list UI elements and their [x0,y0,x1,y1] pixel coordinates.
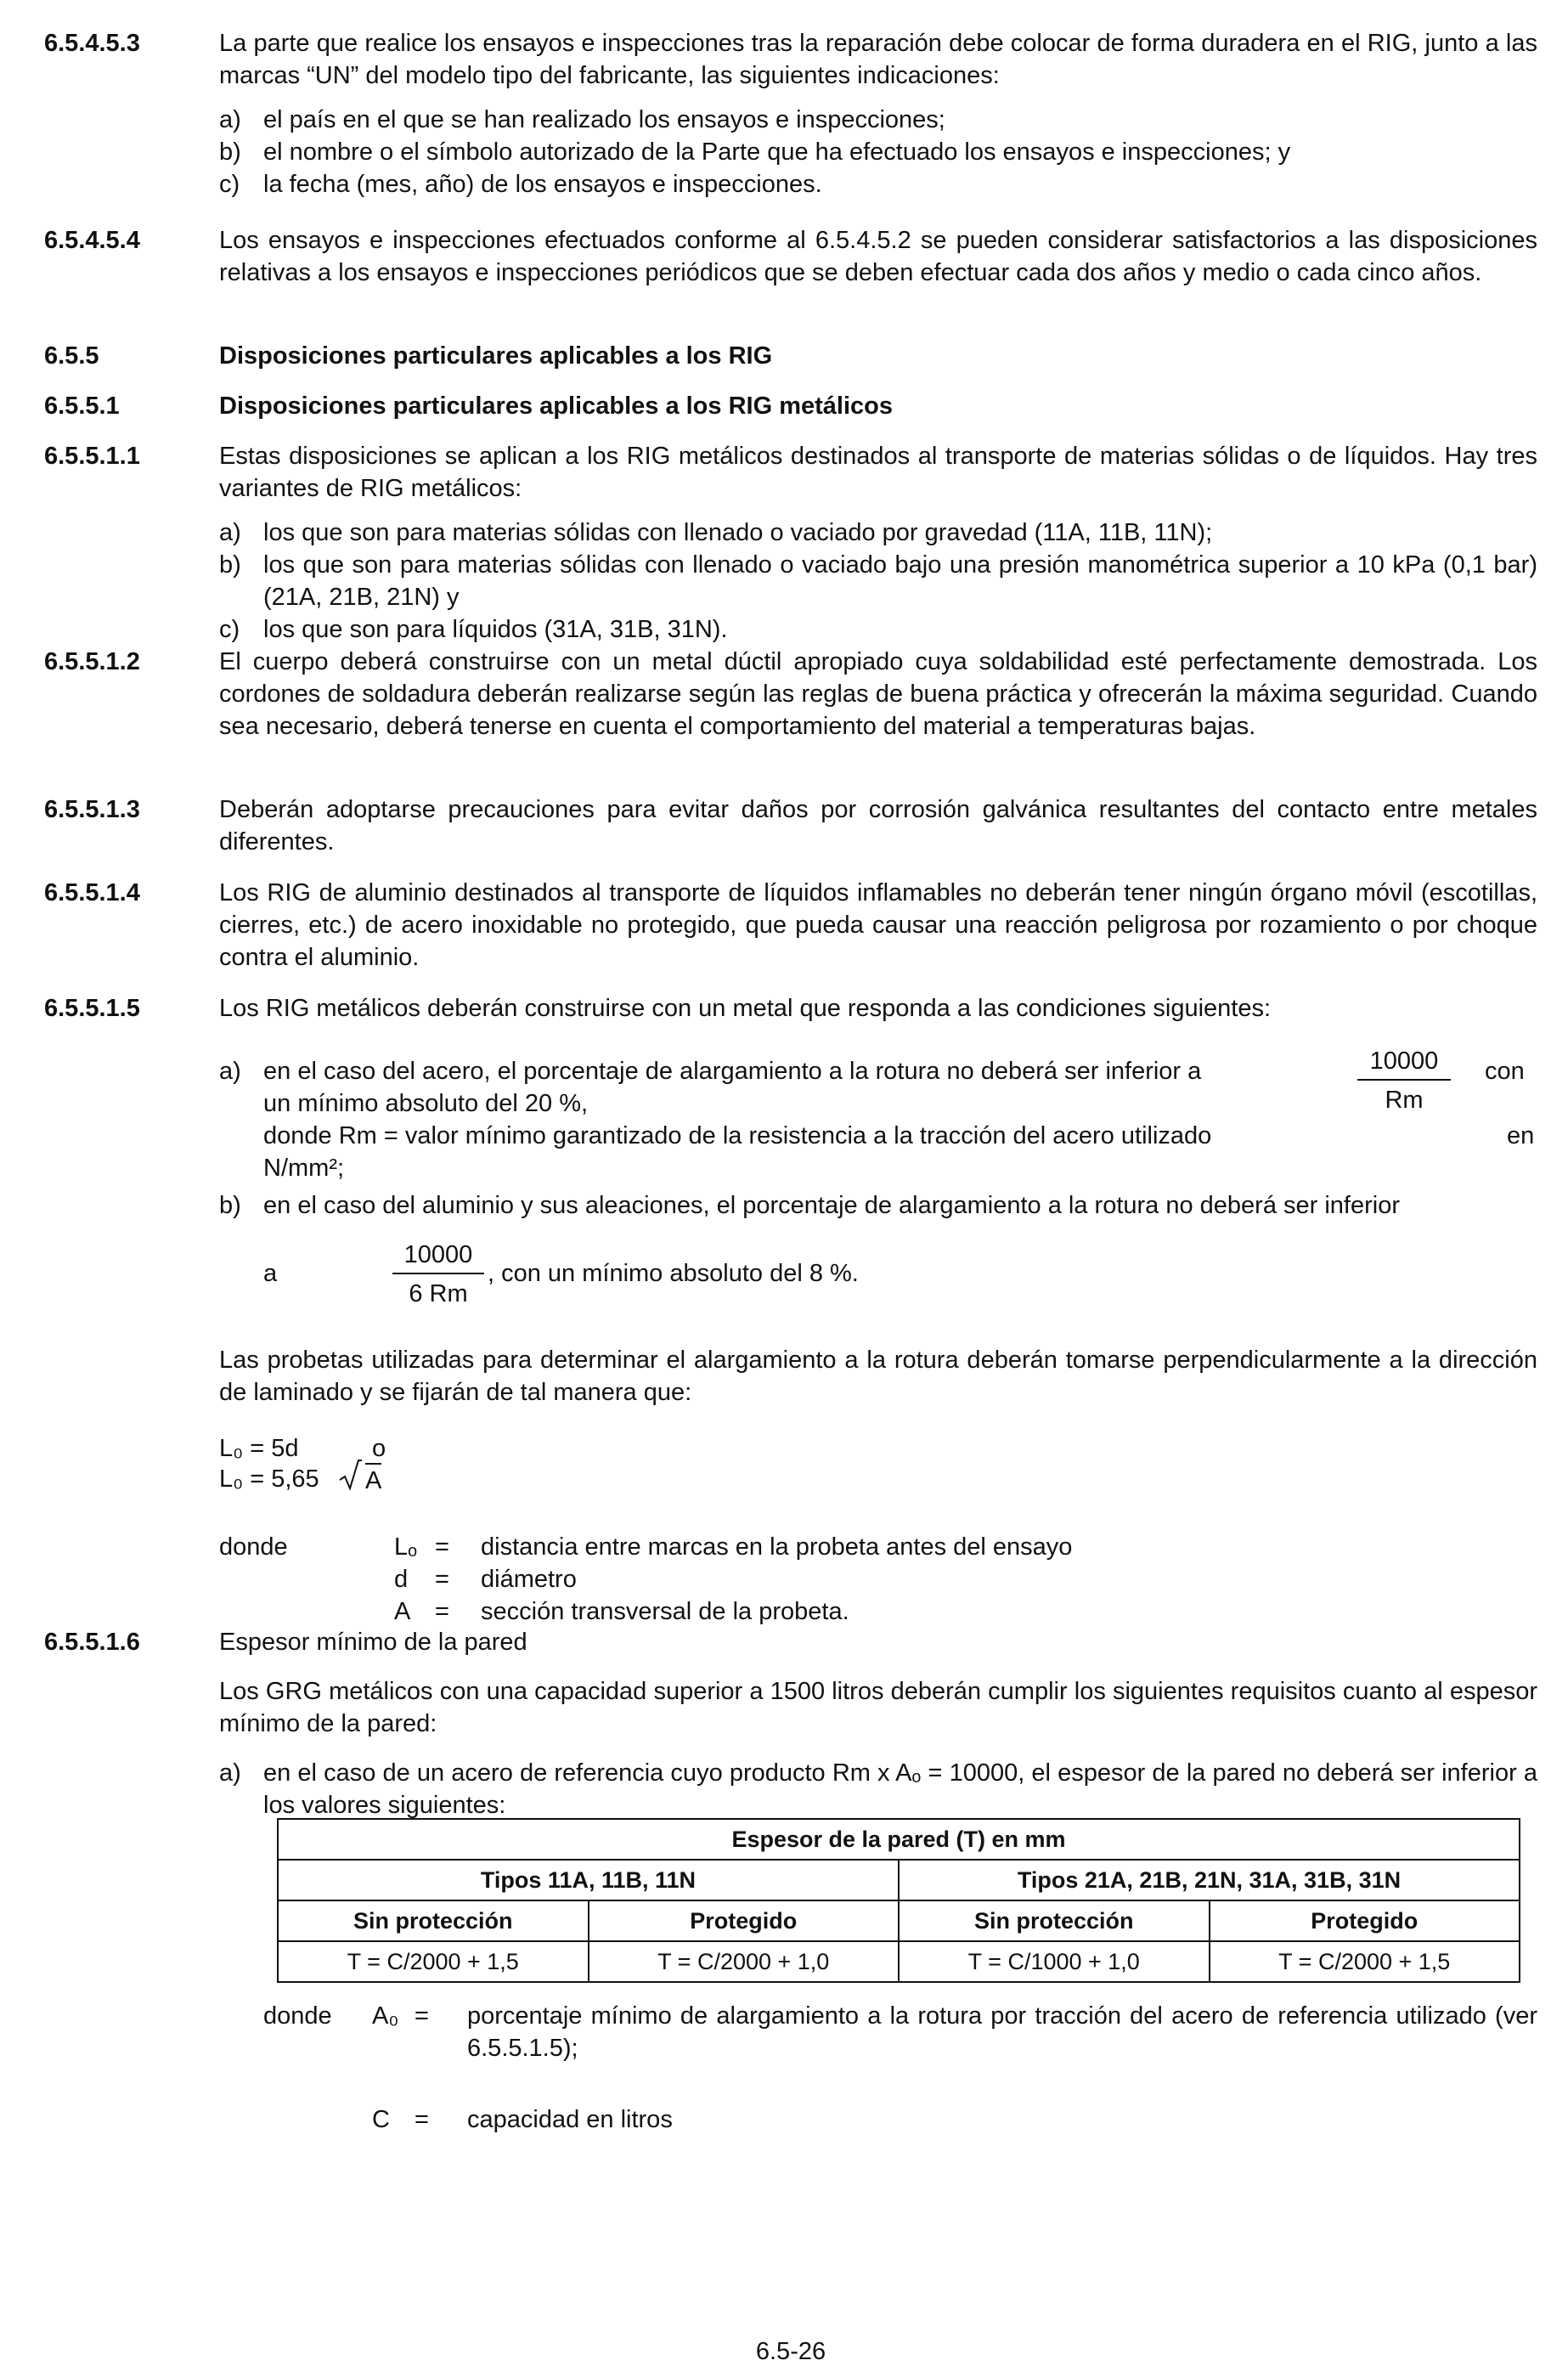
fraction-numerator: 10000 [1369,1047,1439,1075]
def-equals: = [415,2106,429,2133]
page-number: 6.5-26 [755,2338,826,2365]
def-equals: = [435,1598,449,1625]
steel-text-en: en [1507,1122,1535,1149]
table-cell: T = C/1000 + 1,0 [899,1941,1210,1982]
section-number: 6.5.5.1.2 [44,648,140,675]
def-text: porcentaje mínimo de alargamiento a la rotura por tracción del acero de referencia utilizado (ver 6.5.5.1.5); [467,2002,1537,2062]
section-number: 6.5.5 [44,342,99,370]
paragraph: Los RIG de aluminio destinados al transporte de líquidos inflamables no deberán tener ningún órgano móvil (escotillas, cierres, etc.) de acero inoxidable no protegido, que pueda causar una reacción peligrosa por rozamiento o por choque contra el aluminio. [219,879,1537,971]
table-column-header: Sin protección [278,1900,589,1941]
section-number: 6.5.5.1.3 [44,796,140,823]
def-equals: = [435,1566,449,1593]
steel-text-line3: donde Rm = valor mínimo garantizado de la resistencia a la tracción del acero utilizado [263,1122,1212,1149]
paragraph-probetas: Las probetas utilizadas para determinar el alargamiento a la rotura deberán tomarse perpendicularmente a la dirección de laminado y se fijarán de tal manera que: [219,1347,1537,1406]
sqrt-icon [338,1458,362,1492]
table-cell: T = C/2000 + 1,5 [1210,1941,1520,1982]
steel-text-line2: un mínimo absoluto del 20 %, [263,1090,589,1117]
def-text: distancia entre marcas en la probeta antes del ensayo [481,1533,1073,1561]
formula-radicand: A [365,1463,381,1497]
steel-text-line1: en el caso del acero, el porcentaje de alargamiento a la rotura no deberá ser inferior a [263,1058,1202,1085]
section-number: 6.5.4.5.3 [44,30,140,57]
heading-title: Disposiciones particulares aplicables a los RIG [219,342,773,370]
aluminium-text-tail: , con un mínimo absoluto del 8 %. [488,1260,859,1287]
aluminium-text-line1: en el caso del aluminio y sus aleaciones, el porcentaje de alargamiento a la rotura no deberá ser inferior [263,1192,1401,1219]
table-column-header: Sin protección [899,1900,1210,1941]
def-equals: = [435,1533,449,1561]
section-number: 6.5.5.1.1 [44,443,140,470]
def-text: diámetro [481,1566,577,1593]
paragraph: Los RIG metálicos deberán construirse con un metal que responda a las condiciones siguientes: [219,995,1272,1022]
def-symbol: A [394,1598,411,1625]
heading-title: Disposiciones particulares aplicables a los RIG metálicos [219,392,893,420]
fraction-denominator: 6 Rm [409,1280,468,1307]
table-cell: T = C/2000 + 1,5 [278,1941,589,1982]
table-title: Espesor de la pared (T) en mm [278,1819,1520,1860]
paragraph: Los ensayos e inspecciones efectuados conforme al 6.5.4.5.2 se pueden considerar satisfactorios a las disposiciones relativas a los ensayos e inspecciones periódicos que se deben efectuar cada dos años y medio o cada cinco años. [219,227,1537,286]
fraction-steel [1357,1045,1451,1116]
section-number: 6.5.5.1.4 [44,879,140,906]
defs-donde: donde [263,2002,332,2030]
formula-or: o [372,1435,386,1462]
section-number: 6.5.5.1.6 [44,1629,140,1656]
steel-text-line4: N/mm²; [263,1155,345,1182]
fraction-denominator: Rm [1385,1087,1424,1114]
table-cell: T = C/2000 + 1,0 [589,1941,900,1982]
list-label: a) [219,1058,241,1085]
fraction-bar [1357,1079,1451,1081]
section-number: 6.5.5.1 [44,392,120,420]
wall-thickness-table [277,1818,1520,1983]
paragraph: Deberán adoptarse precauciones para evitar daños por corrosión galvánica resultantes del contacto entre metales diferentes. [219,796,1537,855]
section-title: Espesor mínimo de la pared [219,1629,527,1656]
fraction-bar [392,1273,484,1274]
aluminium-text-a: a [263,1260,278,1287]
section-number: 6.5.4.5.4 [44,227,140,254]
table-column-header: Protegido [1210,1900,1520,1941]
fraction-numerator: 10000 [403,1241,473,1268]
def-symbol: A₀ [372,2002,399,2030]
steel-text-con: con [1485,1058,1525,1085]
paragraph: Estas disposiciones se aplican a los RIG metálicos destinados al transporte de materias sólidas o de líquidos. Hay tres variantes de RIG metálicos: [219,443,1537,502]
def-text: sección transversal de la probeta. [481,1598,849,1625]
table-column-header: Protegido [589,1900,900,1941]
def-equals: = [415,2002,429,2030]
paragraph: La parte que realice los ensayos e inspecciones tras la reparación debe colocar de forma duradera en el RIG, junto a las marcas “UN” del modelo tipo del fabricante, las siguientes indicaciones: [219,30,1537,89]
table-group-header: Tipos 11A, 11B, 11N [278,1860,899,1900]
section-number: 6.5.5.1.5 [44,995,140,1022]
def-symbol: C [372,2106,390,2133]
defs-donde: donde [219,1533,288,1561]
formula-L0-565: L₀ = 5,65 [219,1465,319,1493]
paragraph: Los GRG metálicos con una capacidad superior a 1500 litros deberán cumplir los siguientes requisitos cuanto al espesor mínimo de la pared: [219,1678,1537,1737]
fraction-aluminium [392,1239,484,1310]
document-page: 6.5.4.5.3 La parte que realice los ensayos e inspecciones tras la reparación debe colocar de forma duradera en el RIG, junto a las marcas “UN” del modelo tipo del fabricante, las siguientes indicaciones: a) el país en el que se han realizado los ensayos e inspecciones; b) el nombre o el símbolo autorizado de la Parte que ha efectuado los ensayos e inspecciones; y c) la fecha (mes, año) de los ensayos e inspecciones. 6.5.4.5.4 Los ensayos e inspecciones efectuados conforme al 6.5.4.5.2 se pueden considerar satisfactorios a las disposiciones relativas a los ensayos e inspecciones periódicos que se deben efectuar cada dos años y medio o cada cinco años. 6.5.5 Disposiciones particulares aplicables a los RIG 6.5.5.1 Disposiciones particulares aplicables a los RIG metálicos 6.5.5.1.1 Estas disposiciones se aplican a los RIG metálicos destinados al transporte de materias sólidas o de líquidos. Hay tres variantes de RIG metálicos: a) los que son para materias sólidas con llenado o vaciado por gravedad (11A, 11B, 11N); b) los que son para materias sólidas con llenado o vaciado bajo una presión manométrica superior a 10 kPa (0,1 bar) (21A, 21B, 21N) y c) los que son para líquidos (31A, 31B, 31N). 6.5.5.1.2 El cuerpo deberá construirse con un metal dúctil apropiado cuya soldabilidad esté perfectamente demostrada. Los cordones de soldadura deberán realizarse según las reglas de buena práctica y ofrecerán la máxima seguridad. Cuando sea necesario, deberá tenerse en cuenta el comportamiento del material a temperaturas bajas. 6.5.5.1.3 Deberán adoptarse precauciones para evitar daños por corrosión galvánica resultantes del contacto entre metales diferentes. 6.5.5.1.4 Los RIG de aluminio destinados al transporte de líquidos inflamables no deberán tener ningún órgano móvil (escotillas, cierres, etc.) de acero inoxidable no protegido, que pueda causar una reacción peligrosa por rozamiento o por choque contra el aluminio. 6.5.5.1.5 Los RIG metálicos deberán construirse con un metal que responda a las condiciones siguientes: a) en el caso del acero, el porcentaje de alargamiento a la rotura no deberá ser inferior a 10000 Rm con un mínimo absoluto del 20 %, donde Rm = valor mínimo garantizado de la resistencia a la tracción del acero utilizado en N/mm²; b) en el caso del aluminio y sus aleaciones, el porcentaje de alargamiento a la rotura no deberá ser inferior a 10000 6 Rm , con un mínimo absoluto del 8 %. Las probetas utilizadas para determinar el alargamiento a la rotura deberán tomarse perpendicularmente a la dirección de laminado y se fijarán de tal manera que: L₀ = 5d o L₀ = 5,65 A donde Lₒ = distancia entre marcas en la probeta antes del ensayo d = diámetro A = sección transversal de la probeta. 6.5.5.1.6 Espesor mínimo de la pared Los GRG metálicos con una capacidad superior a 1500 litros deberán cumplir los siguientes requisitos cuanto al espesor mínimo de la pared: a) en el caso de un acero de referencia cuyo producto Rm x Aₒ = 10000, el espesor de la pared no deberá ser inferior a los valores siguientes: Espesor de la pared (T) en mm Tipos 11A, 11B, 11N Tipos 21A, 21B, 21N, 31A, 31B, 31N Sin protección Protegido Sin protección Protegido T = C/2000 + 1,5 T = C/2000 + 1,0 T = C/1000 + 1,0 T = C/2000 + 1,5 donde A₀ = porcentaje mínimo de alargamiento a la rotura por tracción del acero de referencia utilizado (ver 6.5.5.1.5); C = capacidad en litros 6.5-26 [44,27,1537,2321]
formula-L0-5d: L₀ = 5d [219,1435,299,1462]
def-symbol: Lₒ [394,1533,418,1561]
list-label: b) [219,1192,241,1219]
paragraph: El cuerpo deberá construirse con un metal dúctil apropiado cuya soldabilidad esté perfectamente demostrada. Los cordones de soldadura deberán realizarse según las reglas de buena práctica y ofrecerán la máxima seguridad. Cuando sea necesario, deberá tenerse en cuenta el comportamiento del material a temperaturas bajas. [219,648,1537,740]
def-text: capacidad en litros [467,2106,673,2133]
table-group-header: Tipos 21A, 21B, 21N, 31A, 31B, 31N [899,1860,1520,1900]
def-symbol: d [394,1566,409,1593]
